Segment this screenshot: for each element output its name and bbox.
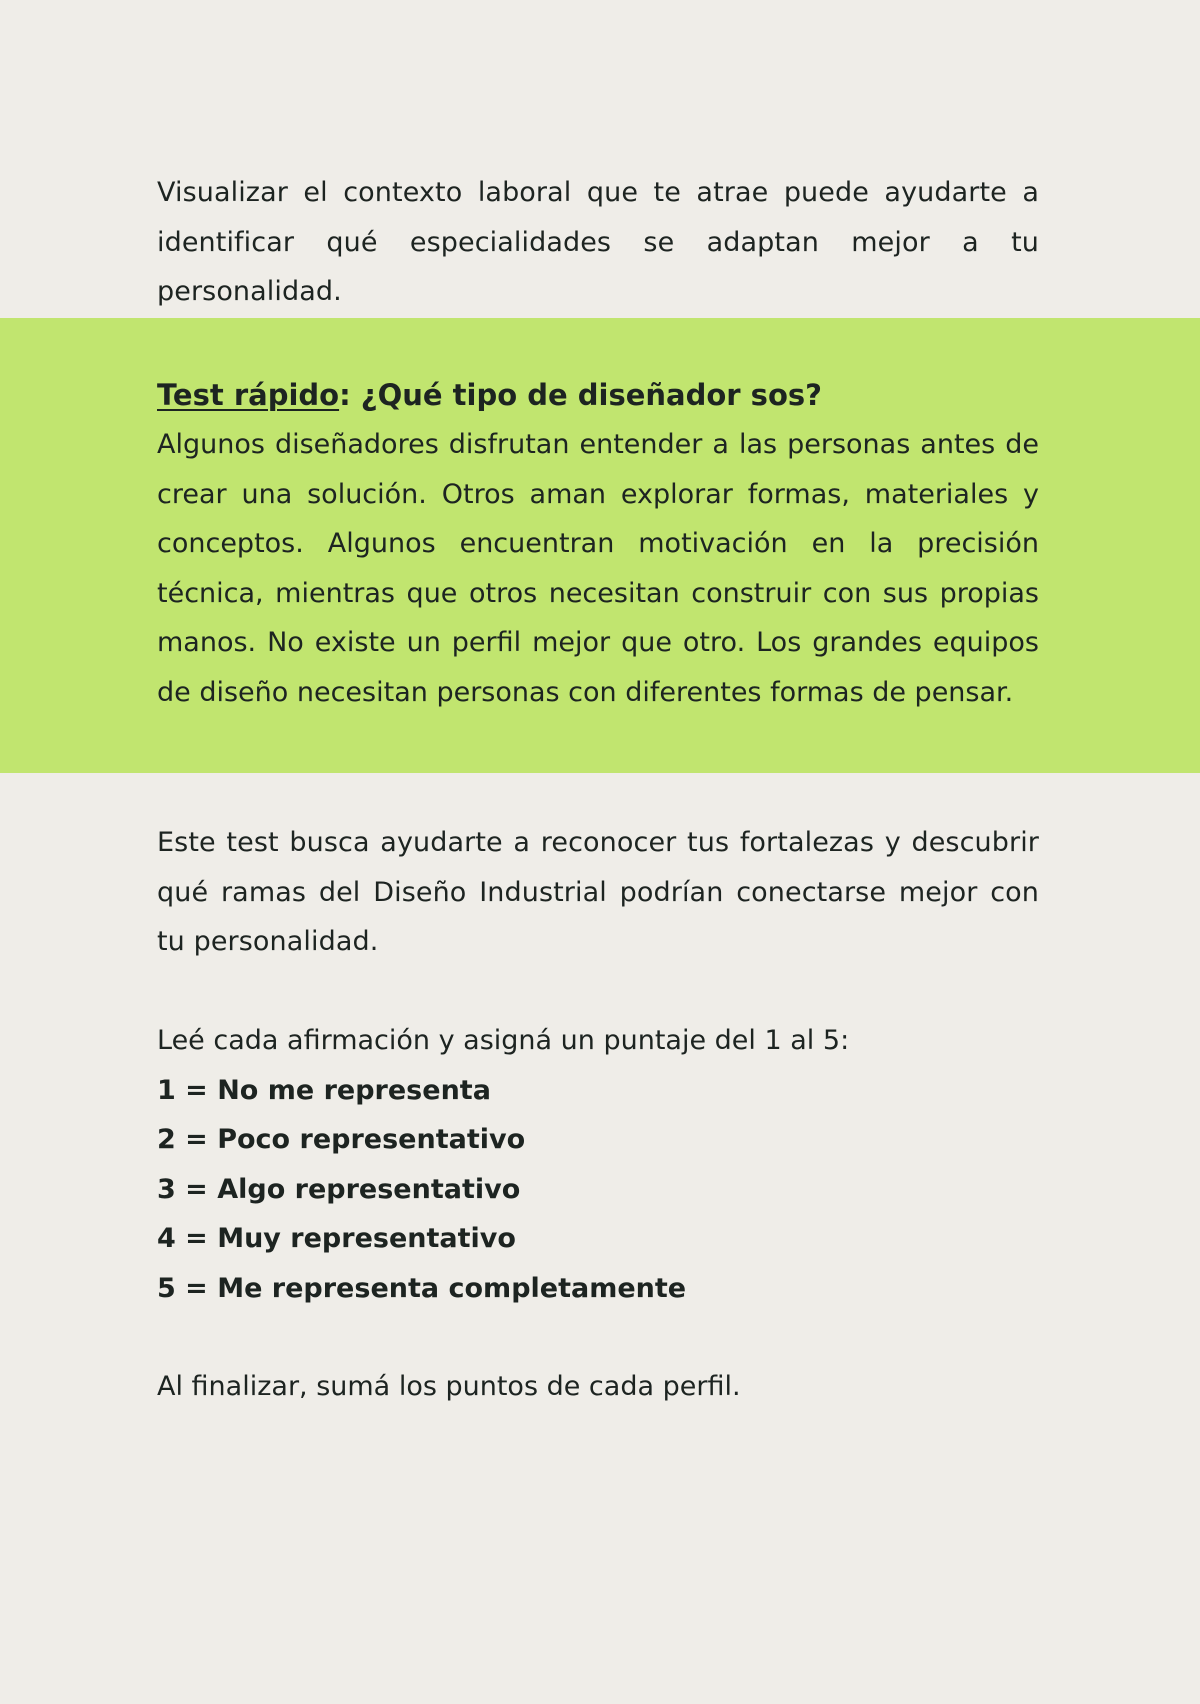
scale-item-4: 4 = Muy representativo (157, 1223, 516, 1254)
scale-item-3: 3 = Algo representativo (157, 1173, 521, 1205)
purpose-paragraph: Este test busca ayudarte a reconocer tus fortalezas y descubrir qué ramas del Diseño Industrial podrían conectarse mejor con tu personalidad. (157, 827, 1039, 957)
scale-item-2: 2 = Poco representativo (157, 1124, 526, 1155)
intro-paragraph: Visualizar el contexto laboral que te atrae puede ayudarte a identificar qué especialidades se adaptan mejor a tu personalidad. (157, 177, 1039, 307)
quick-test-heading (157, 370, 1039, 420)
quick-test-body: Algunos diseñadores disfrutan entender a las personas antes de crear una solución. Otros aman explorar formas, materiales y conceptos. Algunos encuentran motivación en la precisión técnica, mientras que otros necesitan construir con sus propias manos. No existe un perfil mejor que otro. Los grandes equipos de diseño necesitan personas con diferentes formas de pensar. (157, 429, 1039, 708)
scoring-scale-list (157, 1066, 1039, 1314)
scale-item-1: 1 = No me representa (157, 1074, 491, 1106)
scale-item-5: 5 = Me representa completamente (157, 1272, 687, 1304)
quick-test-heading-underlined: Test rápido (157, 378, 340, 412)
scoring-instructions (157, 1016, 1039, 1313)
instructions-lead: Leé cada afirmación y asigná un puntaje del 1 al 5: (157, 1025, 850, 1056)
closing-paragraph: Al finalizar, sumá los puntos de cada perfil. (157, 1371, 741, 1402)
quick-test-highlight-band (0, 318, 1200, 773)
quick-test-content (157, 370, 1039, 717)
quick-test-heading-question: : ¿Qué tipo de diseñador sos? (339, 378, 822, 412)
